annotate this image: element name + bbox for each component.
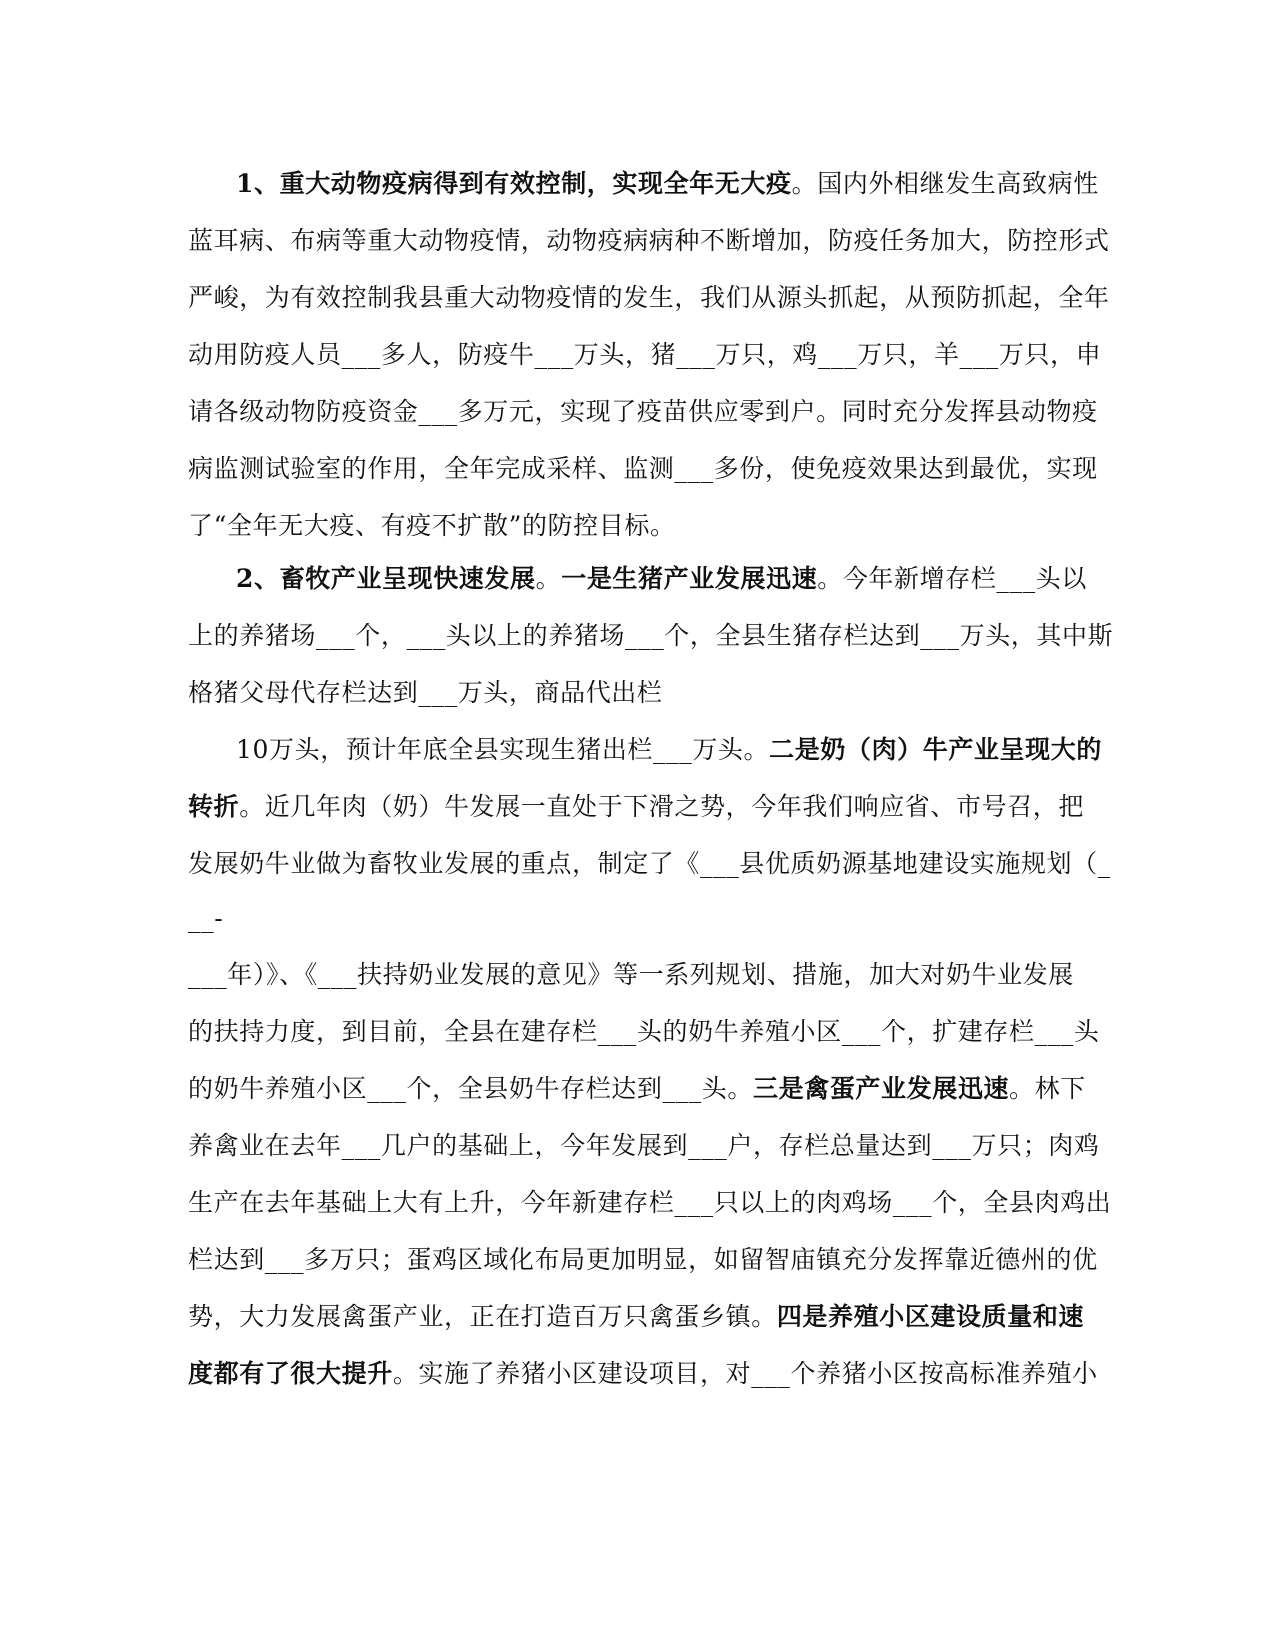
paragraph-4-line-5 <box>188 1186 1112 1220</box>
subheading-breeding-zone: 四是养殖小区建设质量和速 <box>776 1302 1085 1331</box>
subheading-pig: 一是生猪产业发展迅速 <box>561 564 818 593</box>
text-run: 蓝耳病、布病等重大动物疫情，动物疫病病种不断增加，防疫任务加大，防控形式 <box>188 226 1110 255</box>
paragraph-1-line-7 <box>188 509 1088 543</box>
text-run: 。实施了养猪小区建设项目，对___个养猪小区按高标准养殖小 <box>392 1359 1098 1388</box>
text-run: 严峻，为有效控制我县重大动物疫情的发生，我们从源头抓起，从预防抓起，全年 <box>188 283 1110 312</box>
paragraph-3-line-3 <box>188 847 1111 881</box>
heading-2: 2、畜牧产业呈现快速发展 <box>236 564 536 593</box>
text-run: __- <box>188 904 224 933</box>
paragraph-2-line-3 <box>188 676 1088 710</box>
subheading-poultry: 三是禽蛋产业发展迅速 <box>753 1074 1010 1103</box>
paragraph-3-line-1 <box>236 733 1136 767</box>
paragraph-2-line-2 <box>188 619 1114 653</box>
text-run: 。 <box>535 564 562 593</box>
subheading-cattle: 二是奶（肉）牛产业呈现大的 <box>769 735 1102 764</box>
text-run: 栏达到___多万只；蛋鸡区域化布局更加明显，如留智庙镇充分发挥靠近德州的优 <box>188 1245 1098 1274</box>
paragraph-3-line-4 <box>188 902 1088 936</box>
text-run: 。今年新增存栏___头以 <box>817 564 1087 593</box>
paragraph-4-line-1 <box>188 958 1088 992</box>
text-run: 生产在去年基础上大有上升，今年新建存栏___只以上的肉鸡场___个，全县肉鸡出 <box>188 1188 1112 1217</box>
text-run: 。国内外相继发生高致病性 <box>791 169 1099 198</box>
subheading-cattle-cont: 转折 <box>188 792 240 821</box>
paragraph-1-line-3 <box>188 281 1110 315</box>
text-run: 养禽业在去年___几户的基础上，今年发展到___户，存栏总量达到___万只；肉鸡 <box>188 1131 1100 1160</box>
text-run: 格猪父母代存栏达到___万头，商品代出栏 <box>188 678 663 707</box>
paragraph-2-line-1 <box>236 562 1136 596</box>
text-run: 上的养猪场___个，___头以上的养猪场___个，全县生猪存栏达到___万头，其中斯 <box>188 621 1114 650</box>
paragraph-4-line-3 <box>188 1072 1088 1106</box>
paragraph-4-line-7 <box>188 1300 1088 1334</box>
text-run: 10万头，预计年底全县实现生猪出栏___万头。 <box>236 735 770 764</box>
text-run: 动用防疫人员___多人，防疫牛___万头，猪___万只，鸡___万只，羊___万只，申 <box>188 340 1102 369</box>
paragraph-4-line-6 <box>188 1243 1098 1277</box>
text-run: 的奶牛养殖小区___个，全县奶牛存栏达到___头。 <box>188 1074 754 1103</box>
text-run: 势，大力发展禽蛋产业，正在打造百万只禽蛋乡镇。 <box>188 1302 777 1331</box>
text-run: 病监测试验室的作用，全年完成采样、监测___多份，使免疫效果达到最优，实现 <box>188 454 1098 483</box>
paragraph-4-line-4 <box>188 1129 1100 1163</box>
text-run: 请各级动物防疫资金___多万元，实现了疫苗供应零到户。同时充分发挥县动物疫 <box>188 397 1098 426</box>
heading-1: 1、重大动物疫病得到有效控制，实现全年无大疫 <box>236 169 792 198</box>
paragraph-1-line-5 <box>188 395 1098 429</box>
text-run: 了“全年无大疫、有疫不扩散”的防控目标。 <box>188 511 676 540</box>
paragraph-4-line-2 <box>188 1015 1100 1049</box>
subheading-breeding-zone-cont: 度都有了很大提升 <box>188 1359 393 1388</box>
paragraph-1-line-6 <box>188 452 1098 486</box>
text-run: 的扶持力度，到目前，全县在建存栏___头的奶牛养殖小区___个，扩建存栏___头 <box>188 1017 1100 1046</box>
paragraph-3-line-2 <box>188 790 1088 824</box>
paragraph-4-line-8 <box>188 1357 1098 1391</box>
paragraph-1-line-4 <box>188 338 1102 372</box>
paragraph-1-line-1 <box>236 167 1136 201</box>
paragraph-1-line-2 <box>188 224 1110 258</box>
text-run: 发展奶牛业做为畜牧业发展的重点，制定了《___县优质奶源基地建设实施规划（_ <box>188 849 1111 878</box>
text-run: ___年）》、《___扶持奶业发展的意见》等一系列规划、措施，加大对奶牛业发展 <box>188 960 1074 989</box>
text-run: 。林下 <box>1009 1074 1086 1103</box>
text-run: 。近几年肉（奶）牛发展一直处于下滑之势，今年我们响应省、市号召，把 <box>239 792 1085 821</box>
